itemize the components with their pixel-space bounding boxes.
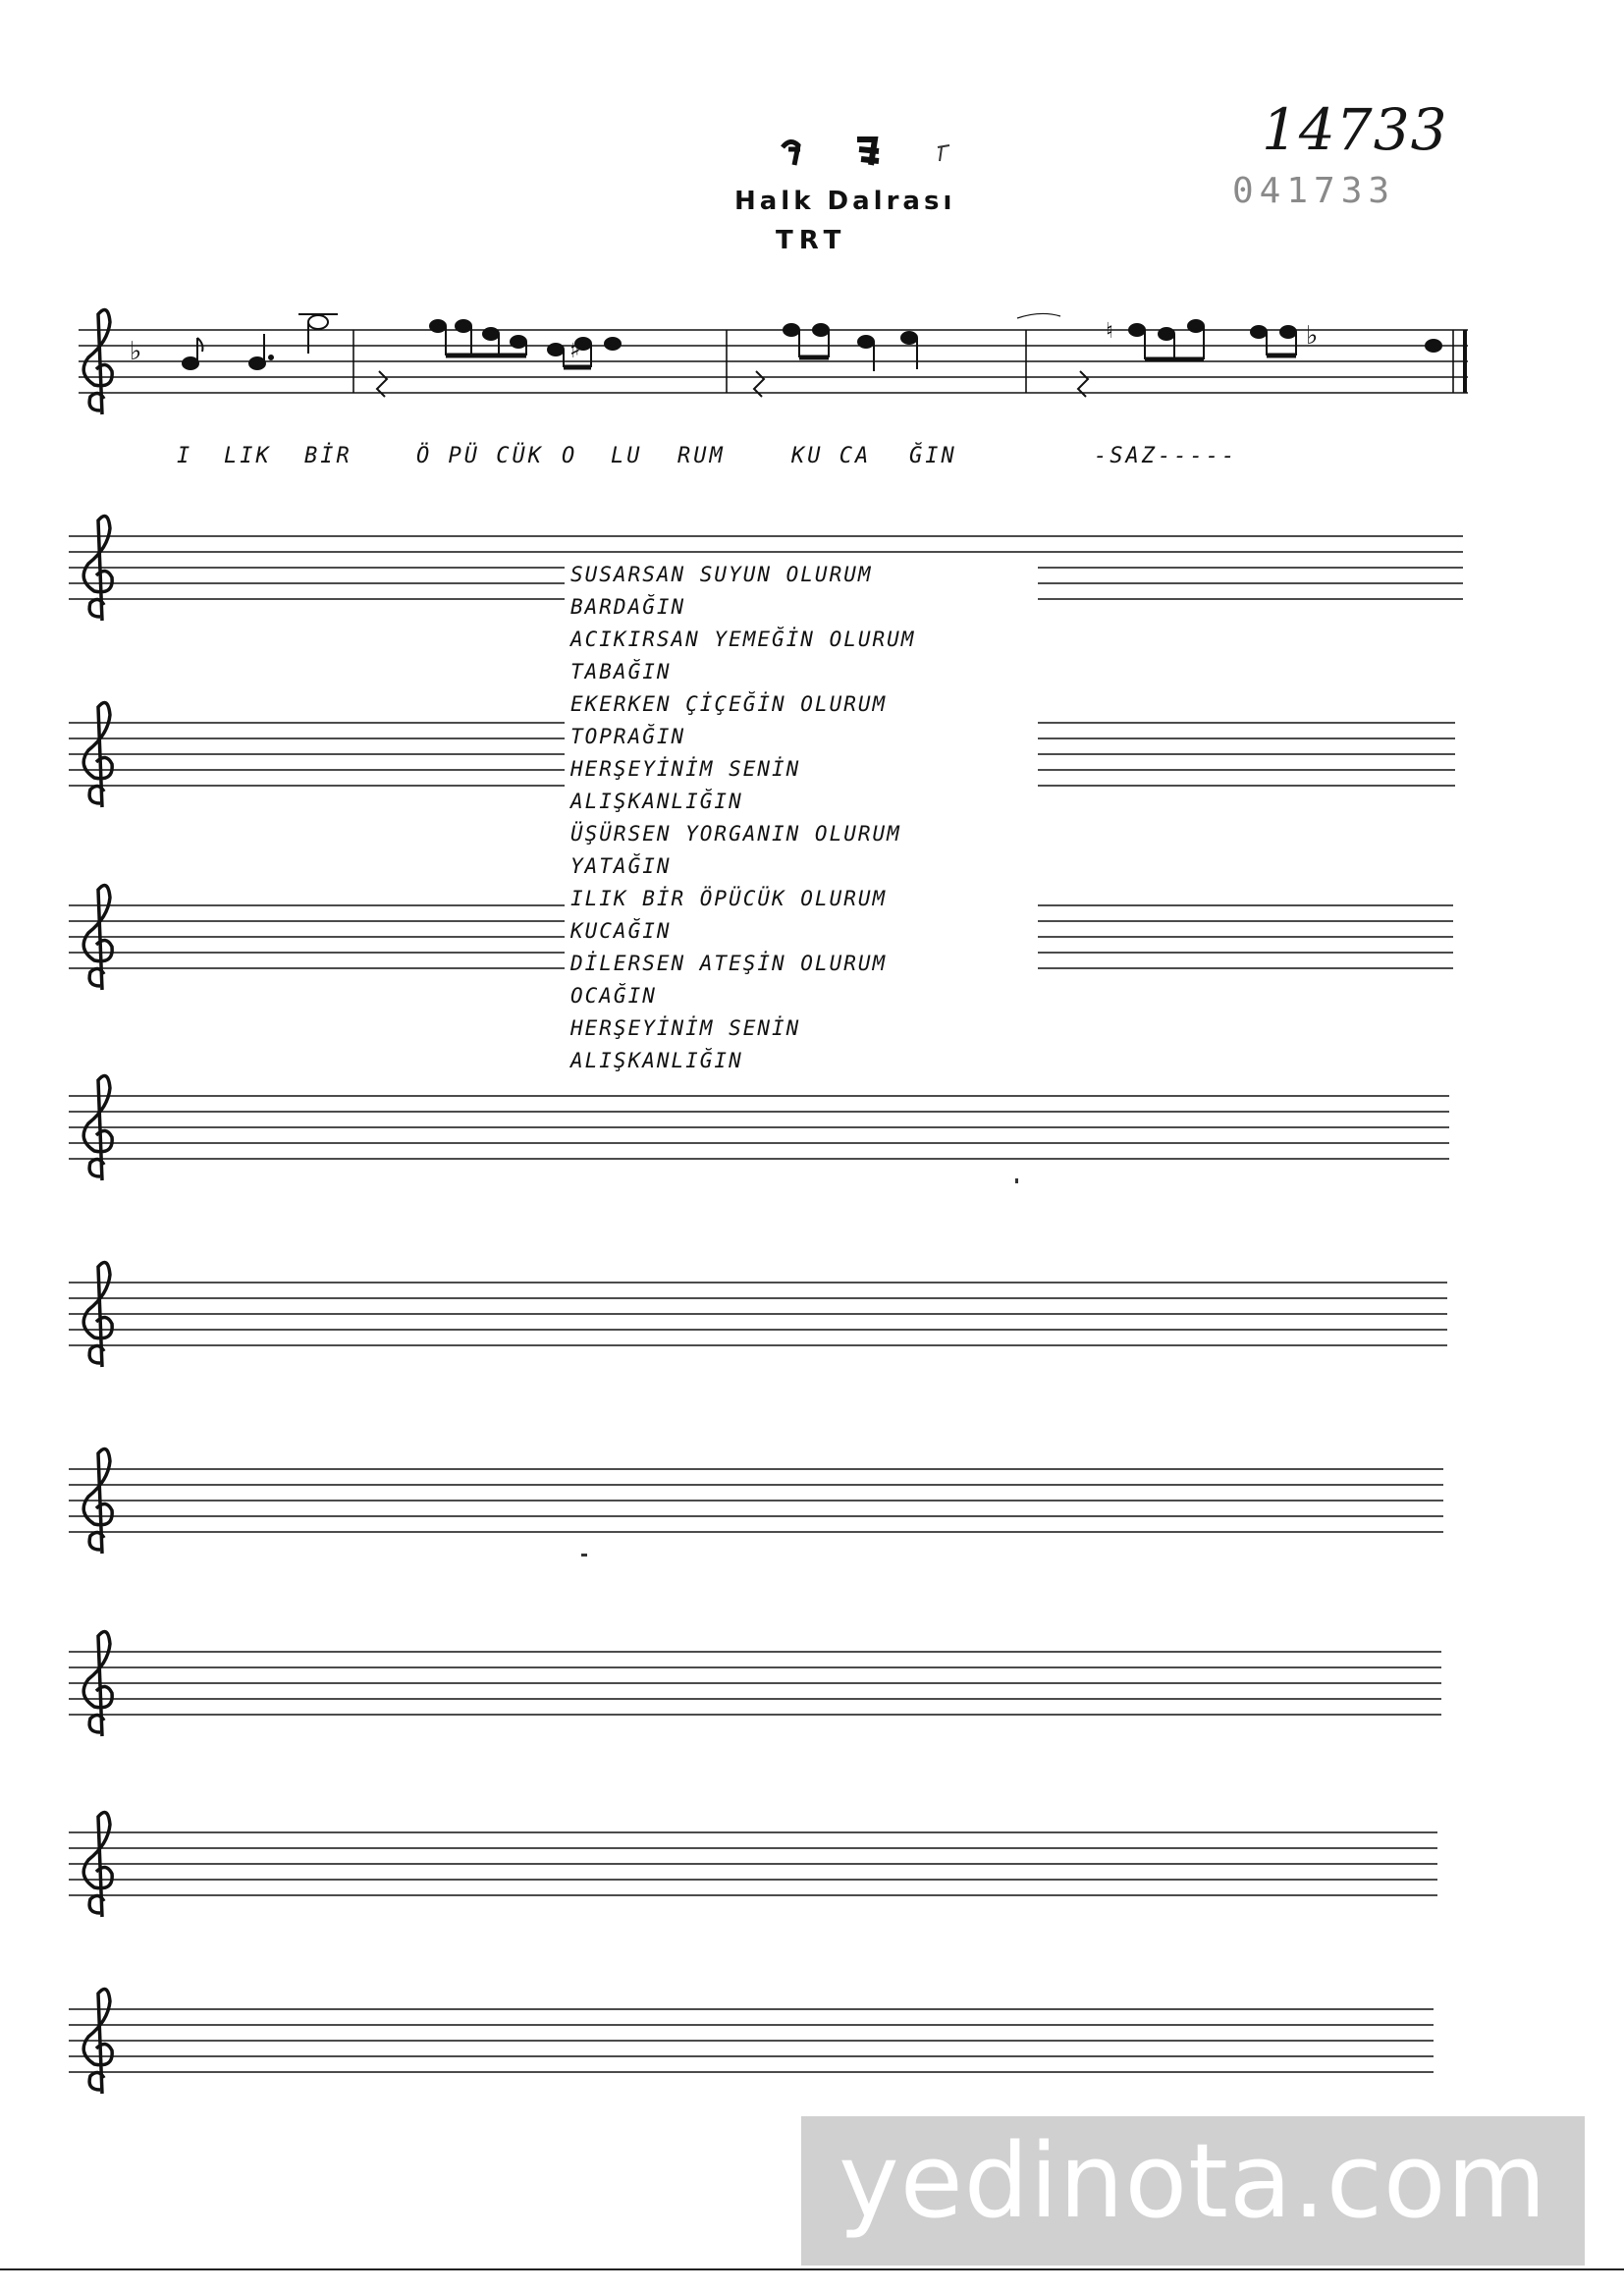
genre-label: Halk Dalrası [734,187,956,216]
treble-clef-icon [83,1263,112,1368]
lyric-syllable: LU [611,444,643,468]
lyric-line: ACIKIRSAN YEMEĞİN OLURUM [570,628,916,651]
lyric-line: YATAĞIN [570,854,672,878]
lyric-syllable: O [562,444,578,468]
lyric-line: TOPRAĞIN [570,725,686,748]
treble-clef-icon [83,1632,112,1737]
stamped-catalog-number: 041733 [1232,171,1396,211]
scan-edge-line [0,2268,1624,2270]
lyric-line: HERŞEYİNİM SENİN [570,757,801,781]
svg-text:♭: ♭ [1306,321,1319,351]
scan-speck [1015,1178,1018,1183]
lyric-line: ALIŞKANLIĞIN [570,790,743,813]
staff-10 [69,1974,1473,2121]
svg-text:♮: ♮ [1106,319,1113,344]
source-label: TRT [776,226,847,255]
svg-text:♭: ♭ [130,337,142,366]
lyric-line: BARDAĞIN [570,595,686,619]
scan-speck [581,1554,587,1557]
treble-clef-icon [83,1990,112,2095]
lyric-line: ÜŞÜRSEN YORGANIN OLURUM [570,822,901,846]
treble-clef-icon [83,1076,112,1181]
lyric-line: EKERKEN ÇİÇEĞİN OLURUM [570,692,888,716]
treble-clef-icon [83,517,112,622]
lyric-line: ILIK BİR ÖPÜCÜK OLURUM [570,887,888,910]
treble-clef-icon [83,886,112,991]
staff-6 [69,1247,1473,1394]
lyric-line: SUSARSAN SUYUN OLURUM [570,563,873,586]
title-ink-blot [781,136,957,169]
staff-5 [69,1061,1473,1208]
lyrics-block [565,555,1038,1081]
lyric-line: ALIŞKANLIĞIN [570,1049,743,1072]
lyric-line: TABAĞIN [570,660,672,683]
staff-9 [69,1797,1473,1944]
watermark-text: yedinota.com [839,2121,1547,2241]
treble-clef-icon [83,703,112,808]
lyric-syllable: ĞIN [909,444,957,468]
treble-clef-icon [83,1813,112,1918]
lyric-line: KUCAĞIN [570,919,672,943]
lyric-line: DİLERSEN ATEŞİN OLURUM [570,952,888,975]
lyric-syllable: I [177,444,193,468]
lyric-syllable: LIK [224,444,272,468]
staff-8 [69,1616,1473,1764]
staff-7 [69,1434,1473,1581]
lyric-line: OCAĞIN [570,984,657,1008]
lyric-syllable: -SAZ----- [1094,444,1238,468]
svg-text:♯: ♯ [569,336,581,363]
lyric-syllable: Ö PÜ CÜK [416,444,544,468]
treble-clef-icon [83,1449,112,1555]
staff-1 [69,295,1512,442]
lyric-syllable: BİR [304,444,352,468]
handwritten-catalog-number: 14733 [1262,96,1448,163]
lyric-syllable: RUM [677,444,726,468]
lyric-syllable: KU CA [791,444,872,468]
lyric-line: HERŞEYİNİM SENİN [570,1016,801,1040]
